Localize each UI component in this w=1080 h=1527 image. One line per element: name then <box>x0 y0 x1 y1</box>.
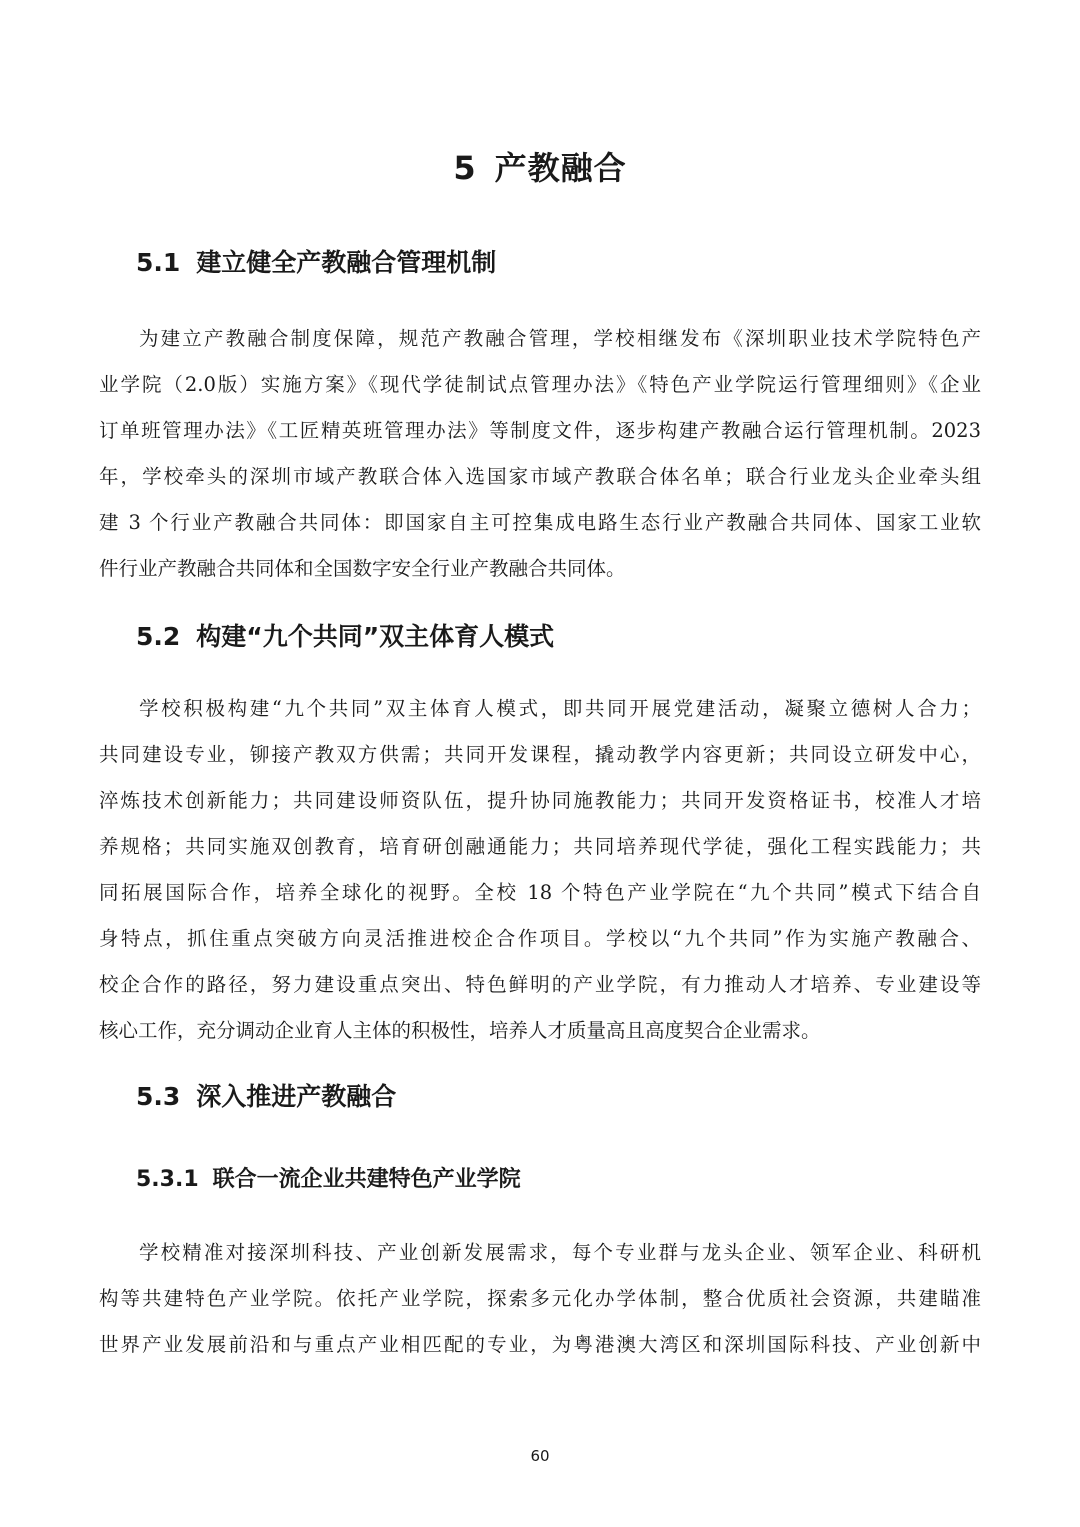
paragraph-line: 淬炼技术创新能力；共同建设师资队伍，提升协同施教能力；共同开发资格证书，校准人才培 <box>99 789 981 812</box>
paragraph-line: 年，学校牵头的深圳市域产教联合体入选国家市域产教联合体名单；联合行业龙头企业牵头组 <box>99 465 981 488</box>
subsection-title-text: 联合一流企业共建特色产业学院 <box>212 1167 521 1192</box>
paragraph-line: 订单班管理办法》《工匠精英班管理办法》等制度文件，逐步构建产教融合运行管理机制。2023 <box>99 419 981 442</box>
section-number: 5.2 <box>136 622 181 651</box>
section-title-text: 深入推进产教融合 <box>196 1082 397 1111</box>
paragraph-5-3-1 <box>99 1230 981 1368</box>
subsection-title-5-3-1 <box>136 1164 521 1196</box>
subsection-number: 5.3.1 <box>136 1167 199 1192</box>
paragraph-line: 件行业产教融合共同体和全国数字安全行业产教融合共同体。 <box>99 557 626 580</box>
section-number: 5.1 <box>136 248 181 277</box>
section-title-5-3 <box>136 1080 396 1114</box>
paragraph-line: 世界产业发展前沿和与重点产业相匹配的专业，为粤港澳大湾区和深圳国际科技、产业创新中 <box>99 1333 981 1356</box>
paragraph-5-1 <box>99 316 981 592</box>
paragraph-5-2 <box>99 686 981 1054</box>
paragraph-line: 身特点，抓住重点突破方向灵活推进校企合作项目。学校以“九个共同”作为实施产教融合、 <box>99 927 981 950</box>
paragraph-line: 同拓展国际合作，培养全球化的视野。全校 18 个特色产业学院在“九个共同”模式下结合自 <box>99 881 981 904</box>
paragraph-line: 建 3 个行业产教融合共同体：即国家自主可控集成电路生态行业产教融合共同体、国家工业软 <box>99 511 981 534</box>
chapter-number: 5 <box>453 149 477 187</box>
paragraph-line: 养规格；共同实施双创教育，培育研创融通能力；共同培养现代学徒，强化工程实践能力；共 <box>99 835 981 858</box>
paragraph-line: 校企合作的路径，努力建设重点突出、特色鲜明的产业学院，有力推动人才培养、专业建设等 <box>99 973 981 996</box>
paragraph-line: 核心工作，充分调动企业育人主体的积极性，培养人才质量高且高度契合企业需求。 <box>99 1019 821 1042</box>
paragraph-line: 构等共建特色产业学院。依托产业学院，探索多元化办学体制，整合优质社会资源，共建瞄准 <box>99 1287 981 1310</box>
section-title-5-2 <box>136 620 554 654</box>
paragraph-line: 学校精准对接深圳科技、产业创新发展需求，每个专业群与龙头企业、领军企业、科研机 <box>139 1241 981 1264</box>
paragraph-line: 业学院（2.0版）实施方案》《现代学徒制试点管理办法》《特色产业学院运行管理细则》《企业 <box>99 373 981 396</box>
page-number: 60 <box>530 1447 550 1465</box>
paragraph-line: 为建立产教融合制度保障，规范产教融合管理，学校相继发布《深圳职业技术学院特色产 <box>139 327 981 350</box>
chapter-title <box>0 146 1080 190</box>
section-title-text: 构建“九个共同”双主体育人模式 <box>196 622 555 651</box>
section-title-text: 建立健全产教融合管理机制 <box>196 248 497 277</box>
paragraph-line: 共同建设专业，铆接产教双方供需；共同开发课程，撬动教学内容更新；共同设立研发中心， <box>99 743 981 766</box>
section-number: 5.3 <box>136 1082 181 1111</box>
chapter-title-text: 产教融合 <box>494 149 627 187</box>
section-title-5-1 <box>136 246 496 280</box>
paragraph-line: 学校积极构建“九个共同”双主体育人模式，即共同开展党建活动，凝聚立德树人合力； <box>139 697 981 720</box>
